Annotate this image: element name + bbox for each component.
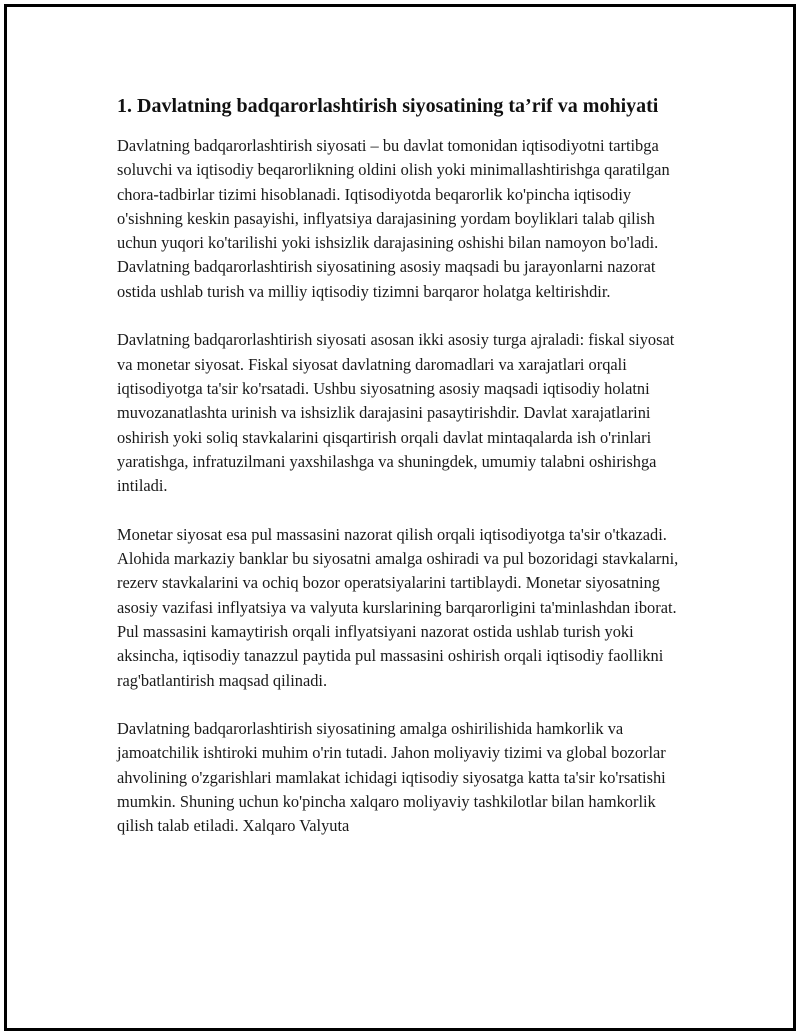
paragraph-2: Davlatning badqarorlashtirish siyosati asosan ikki asosiy turga ajraladi: fiskal siyosat va monetar siyosat. Fiskal siyosat davlatning daromadlari va xarajatlari orqali iqtisodiyotga ta'sir ko'rsatadi. Ushbu siyosatning asosiy maqsadi iqtisodiy holatni muvozanatlashta urinish va ishsizlik darajasini pasaytirishdir. Davlat xarajatlarini oshirish yoki soliq stavkalarini qisqartirish orqali davlat mintaqalarda ish o'rinlari yaratishga, infratuzilmani yaxshilashga va shuningdek, umumiy talabni oshirishga intiladi.: [117, 330, 675, 496]
section-heading: 1. Davlatning badqarorlashtirish siyosatining ta’rif va mohiyati: [117, 95, 659, 117]
paragraph-3: Monetar siyosat esa pul massasini nazorat qilish orqali iqtisodiyotga ta'sir o'tkazadi. Alohida markaziy banklar bu siyosatni amalga oshiradi va pul bozoridagi stavkalarni, rezerv stavkalarini va ochiq bozor operatsiyalarini tartiblaydi. Monetar siyosatning asosiy vazifasi inflyatsiya va valyuta kurslarining barqarorligini ta'minlashdan iborat. Pul massasini kamaytirish orqali inflyatsiyani nazorat ostida ushlab turish yoki aksincha, iqtisodiy tanazzul paytida pul massasini oshirish orqali iqtisodiy faollikni rag'batlantirish maqsad qilinadi.: [117, 524, 679, 690]
paragraph-1: Davlatning badqarorlashtirish siyosati – bu davlat tomonidan iqtisodiyotni tartibga soluvchi va iqtisodiy beqarorlikning oldini olish yoki minimallashtirishga qaratilgan chora-tadbirlar tizimi hisoblanadi. Iqtisodiyotda beqarorlik ko'pincha iqtisodiy o'sishning keskin pasayishi, inflyatsiya darajasining yordam boyliklari talab qilish uchun yuqori ko'tarilishi yoki ishsizlik darajasining oshishi bilan namoyon bo'ladi. Davlatning badqarorlashtirish siyosatining asosiy maqsadi bu jarayonlarni nazorat ostida ushlab turish va milliy iqtisodiy tizimni barqaror holatga keltirishdir.: [117, 136, 670, 301]
document-body: [117, 92, 682, 863]
paragraph-4: Davlatning badqarorlashtirish siyosatining amalga oshirilishida hamkorlik va jamoatchilik ishtiroki muhim o'rin tutadi. Jahon moliyaviy tizimi va global bozorlar ahvolining o'zgarishlari mamlakat ichidagi iqtisodiy siyosatga katta ta'sir ko'rsatishi mumkin. Shuning uchun ko'pincha xalqaro moliyaviy tashkilotlar bilan hamkorlik qilish talab etiladi. Xalqaro Valyuta: [117, 719, 666, 836]
